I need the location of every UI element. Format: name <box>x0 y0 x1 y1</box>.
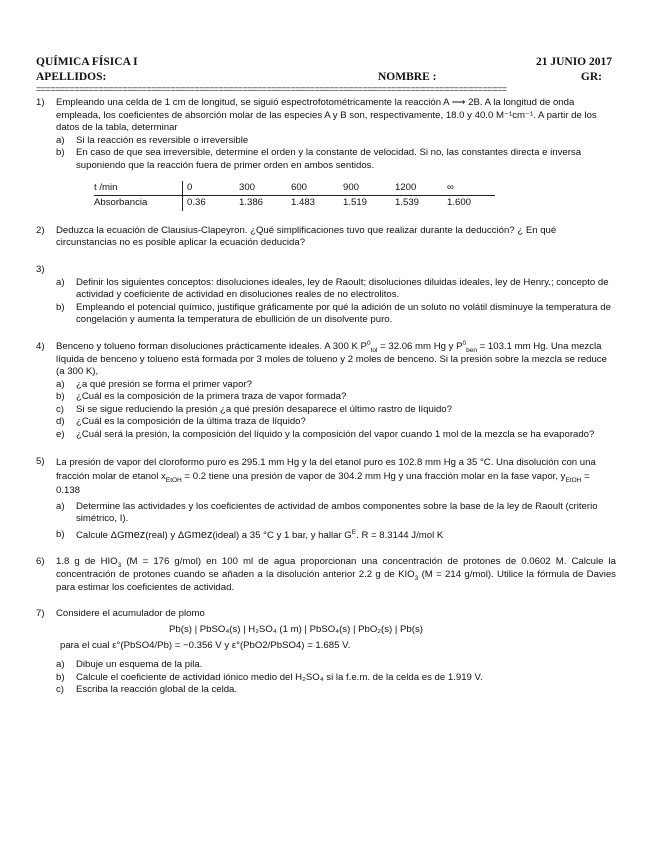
item-letter: a) <box>56 134 65 146</box>
exam-header <box>36 56 616 71</box>
item-letter: b) <box>56 671 65 683</box>
table-cell: 1.600 <box>447 197 472 209</box>
table-cell: 1200 <box>391 181 443 196</box>
item-text: Calcule ΔGmez(real) y ΔGmez(ideal) a 35 °C y 1 bar, y hallar $G^E$. R = 8.3144 J/mol K <box>76 528 444 541</box>
question-4 <box>36 341 616 442</box>
subquestion-4b <box>56 391 616 404</box>
table-row <box>94 181 495 196</box>
item-text: ¿Cuál es la composición de la primera traza de vapor formada? <box>76 391 347 403</box>
absorbance-table <box>94 181 495 211</box>
standard-potentials: para el cual ε°(PbSO4/Pb) = −0.356 V y ε°(PbO2/PbSO4) = 1.685 V. <box>60 640 351 652</box>
question-7 <box>36 608 616 697</box>
table-cell: 0.36 <box>187 197 206 209</box>
item-letter: a) <box>56 276 65 288</box>
item-text: Dibuje un esquema de la pila. <box>76 659 203 670</box>
table-cell: 300 <box>235 181 287 196</box>
item-text: ¿Cuál será la presión, la composición del líquido y la composición del vapor cuando 1 mol de la mezcla se ha evaporado? <box>76 429 595 441</box>
item-text: Si se sigue reduciendo la presión ¿a qué presión desaparece el último rastro de líquido? <box>76 403 452 415</box>
table-cell: 600 <box>287 181 339 196</box>
exam-date: 21 JUNIO 2017 <box>535 56 612 68</box>
course-title: QUÍMICA FÍSICA I <box>36 56 138 68</box>
question-text: Empleando una celda de 1 cm de longitud, se siguió espectrofotométricamente la reacción A ⟶ 2B. A la longitud de onda empleada, los coeficientes de absorción molar de las especies A y B son, respectivamente, 18.0 y 40.0 M⁻¹cm⁻¹. A partir de los datos de la tabla, determinar <box>56 97 597 134</box>
item-text: Si la reacción es reversible o irreversible <box>76 134 249 146</box>
item-text: ¿a qué presión se forma el primer vapor? <box>76 378 252 390</box>
subquestion-4a <box>56 379 616 392</box>
row-header: Absorbancia <box>94 196 183 211</box>
item-letter: a) <box>56 378 65 390</box>
surnames-label: APELLIDOS: <box>36 71 107 83</box>
question-5 <box>36 456 616 543</box>
table-cell: 900 <box>339 181 391 196</box>
subquestion-7a <box>56 659 616 672</box>
group-label: GR: <box>580 71 602 83</box>
question-6 <box>36 556 616 594</box>
question-text: La presión de vapor del cloroformo puro es 295.1 mm Hg y la del etanol puro es 102.8 mm Hg a 35 °C. Una disolución con una fracción molar de etanol $x_{EtOH} = 0.2$ tiene una presión de vapor de 304.2 mm Hg y una fracción molar en la fase vapor, $y_{EtOH} = 0.138$ <box>56 456 596 496</box>
item-text: Definir los siguientes conceptos: disoluciones ideales, ley de Raoult; disoluciones diluidas ideales, ley de Henry.; concepto de actividad y coeficiente de actividad en disoluciones reales de no electrolitos. <box>76 276 609 301</box>
student-fields <box>36 71 616 86</box>
question-number: 3) <box>36 263 45 275</box>
question-number: 2) <box>36 224 45 236</box>
question-number: 4) <box>36 340 45 352</box>
item-letter: c) <box>56 403 64 415</box>
item-text: Escriba la reacción global de la celda. <box>76 684 238 696</box>
question-number: 1) <box>36 97 45 108</box>
question-text: Deduzca la ecuación de Clausius-Clapeyron. ¿Qué simplificaciones tuvo que realizar durante la deducción? ¿ En qué circunstancias no es posible aplicar la ecuación deducida? <box>56 224 557 249</box>
item-letter: b) <box>56 301 65 313</box>
separator-line: ================================================================================================== <box>36 86 507 95</box>
item-letter: d) <box>56 416 65 428</box>
subquestion-3b <box>56 302 616 327</box>
question-number: 7) <box>36 608 45 620</box>
subquestion-7c <box>56 684 616 697</box>
item-text: En caso de que sea irreversible, determine el orden y la constante de velocidad. Si no, las constantes directa e inversa suponiendo que la reacción fuera de primer orden en ambos sentidos. <box>76 147 582 171</box>
table-cell: 1.386 <box>239 197 264 209</box>
subquestion-4d <box>56 416 616 429</box>
question-text: 1.8 g de $HIO_3$ (M = 176 g/mol) en 100 ml de agua proporcionan una concentración de protones de 0.0602 M. Calcule la concentración de protones cuando se añaden a la disolución anterior 2.2 g de $KIO_3$ (M = 214 g/mol). Utilice la fórmula de Davies para estimar los coeficientes de actividad. <box>56 556 616 593</box>
subquestion-5a <box>56 501 616 526</box>
subquestion-4c <box>56 404 616 417</box>
question-text: Considere el acumulador de plomo <box>56 608 205 620</box>
table-cell: ∞ <box>443 181 495 196</box>
subquestion-3a <box>56 277 616 302</box>
question-number: 5) <box>36 455 45 467</box>
row-header: t /min <box>94 181 183 196</box>
item-letter: b) <box>56 147 65 159</box>
item-letter: a) <box>56 500 65 512</box>
item-letter: a) <box>56 659 65 670</box>
subquestion-1a <box>56 135 616 148</box>
subquestion-7b <box>56 672 616 685</box>
item-letter: e) <box>56 429 65 441</box>
cell-notation: Pb(s) | PbSO₄(s) | H₂SO₄ (1 m) | PbSO₄(s) | PbO₂(s) | Pb(s) <box>169 623 423 635</box>
table-cell: 1.519 <box>343 197 368 209</box>
item-text: Calcule el coeficiente de actividad iónico medio del H₂SO₄ si la f.e.m. de la celda es de 1.919 V. <box>76 671 483 683</box>
item-letter: b) <box>56 391 65 403</box>
exam-page <box>36 56 616 697</box>
item-text: Empleando el potencial químico, justifique gráficamente por qué la adición de un soluto no volátil disminuye la temperatura de congelación y aumenta la temperatura de ebullición de un disolvente puro. <box>76 301 611 326</box>
subquestion-4e <box>56 429 616 442</box>
item-text: ¿Cuál es la composición de la última traza de líquido? <box>76 416 306 428</box>
question-text: Benceno y tolueno forman disoluciones prácticamente ideales. A 300 K $P^0_{tol} = 32.06$ mm Hg y $P^0_{ben} = 103.1$ mm Hg. Una mezcla líquida de benceno y tolueno está formada por 3 moles de tolueno y 2 moles de benceno. Si la presión sobre la mezcla se reduce (a 300 K), <box>56 339 607 378</box>
item-letter: c) <box>56 684 64 696</box>
table-row <box>94 196 495 211</box>
question-2 <box>36 225 616 250</box>
item-text: Determine las actividades y los coeficientes de actividad de ambos componentes sobre la base de la ley de Raoult (criterio simétrico, I). <box>76 500 598 525</box>
question-number: 6) <box>36 556 45 568</box>
table-cell: 1.483 <box>291 197 316 209</box>
question-1 <box>36 97 616 211</box>
name-label: NOMBRE : <box>378 71 437 83</box>
item-letter: b) <box>56 528 65 540</box>
question-3 <box>36 264 616 327</box>
table-cell: 1.539 <box>395 197 420 209</box>
subquestion-5b <box>56 529 616 543</box>
table-cell: 0 <box>183 181 236 196</box>
subquestion-1b <box>56 147 616 172</box>
